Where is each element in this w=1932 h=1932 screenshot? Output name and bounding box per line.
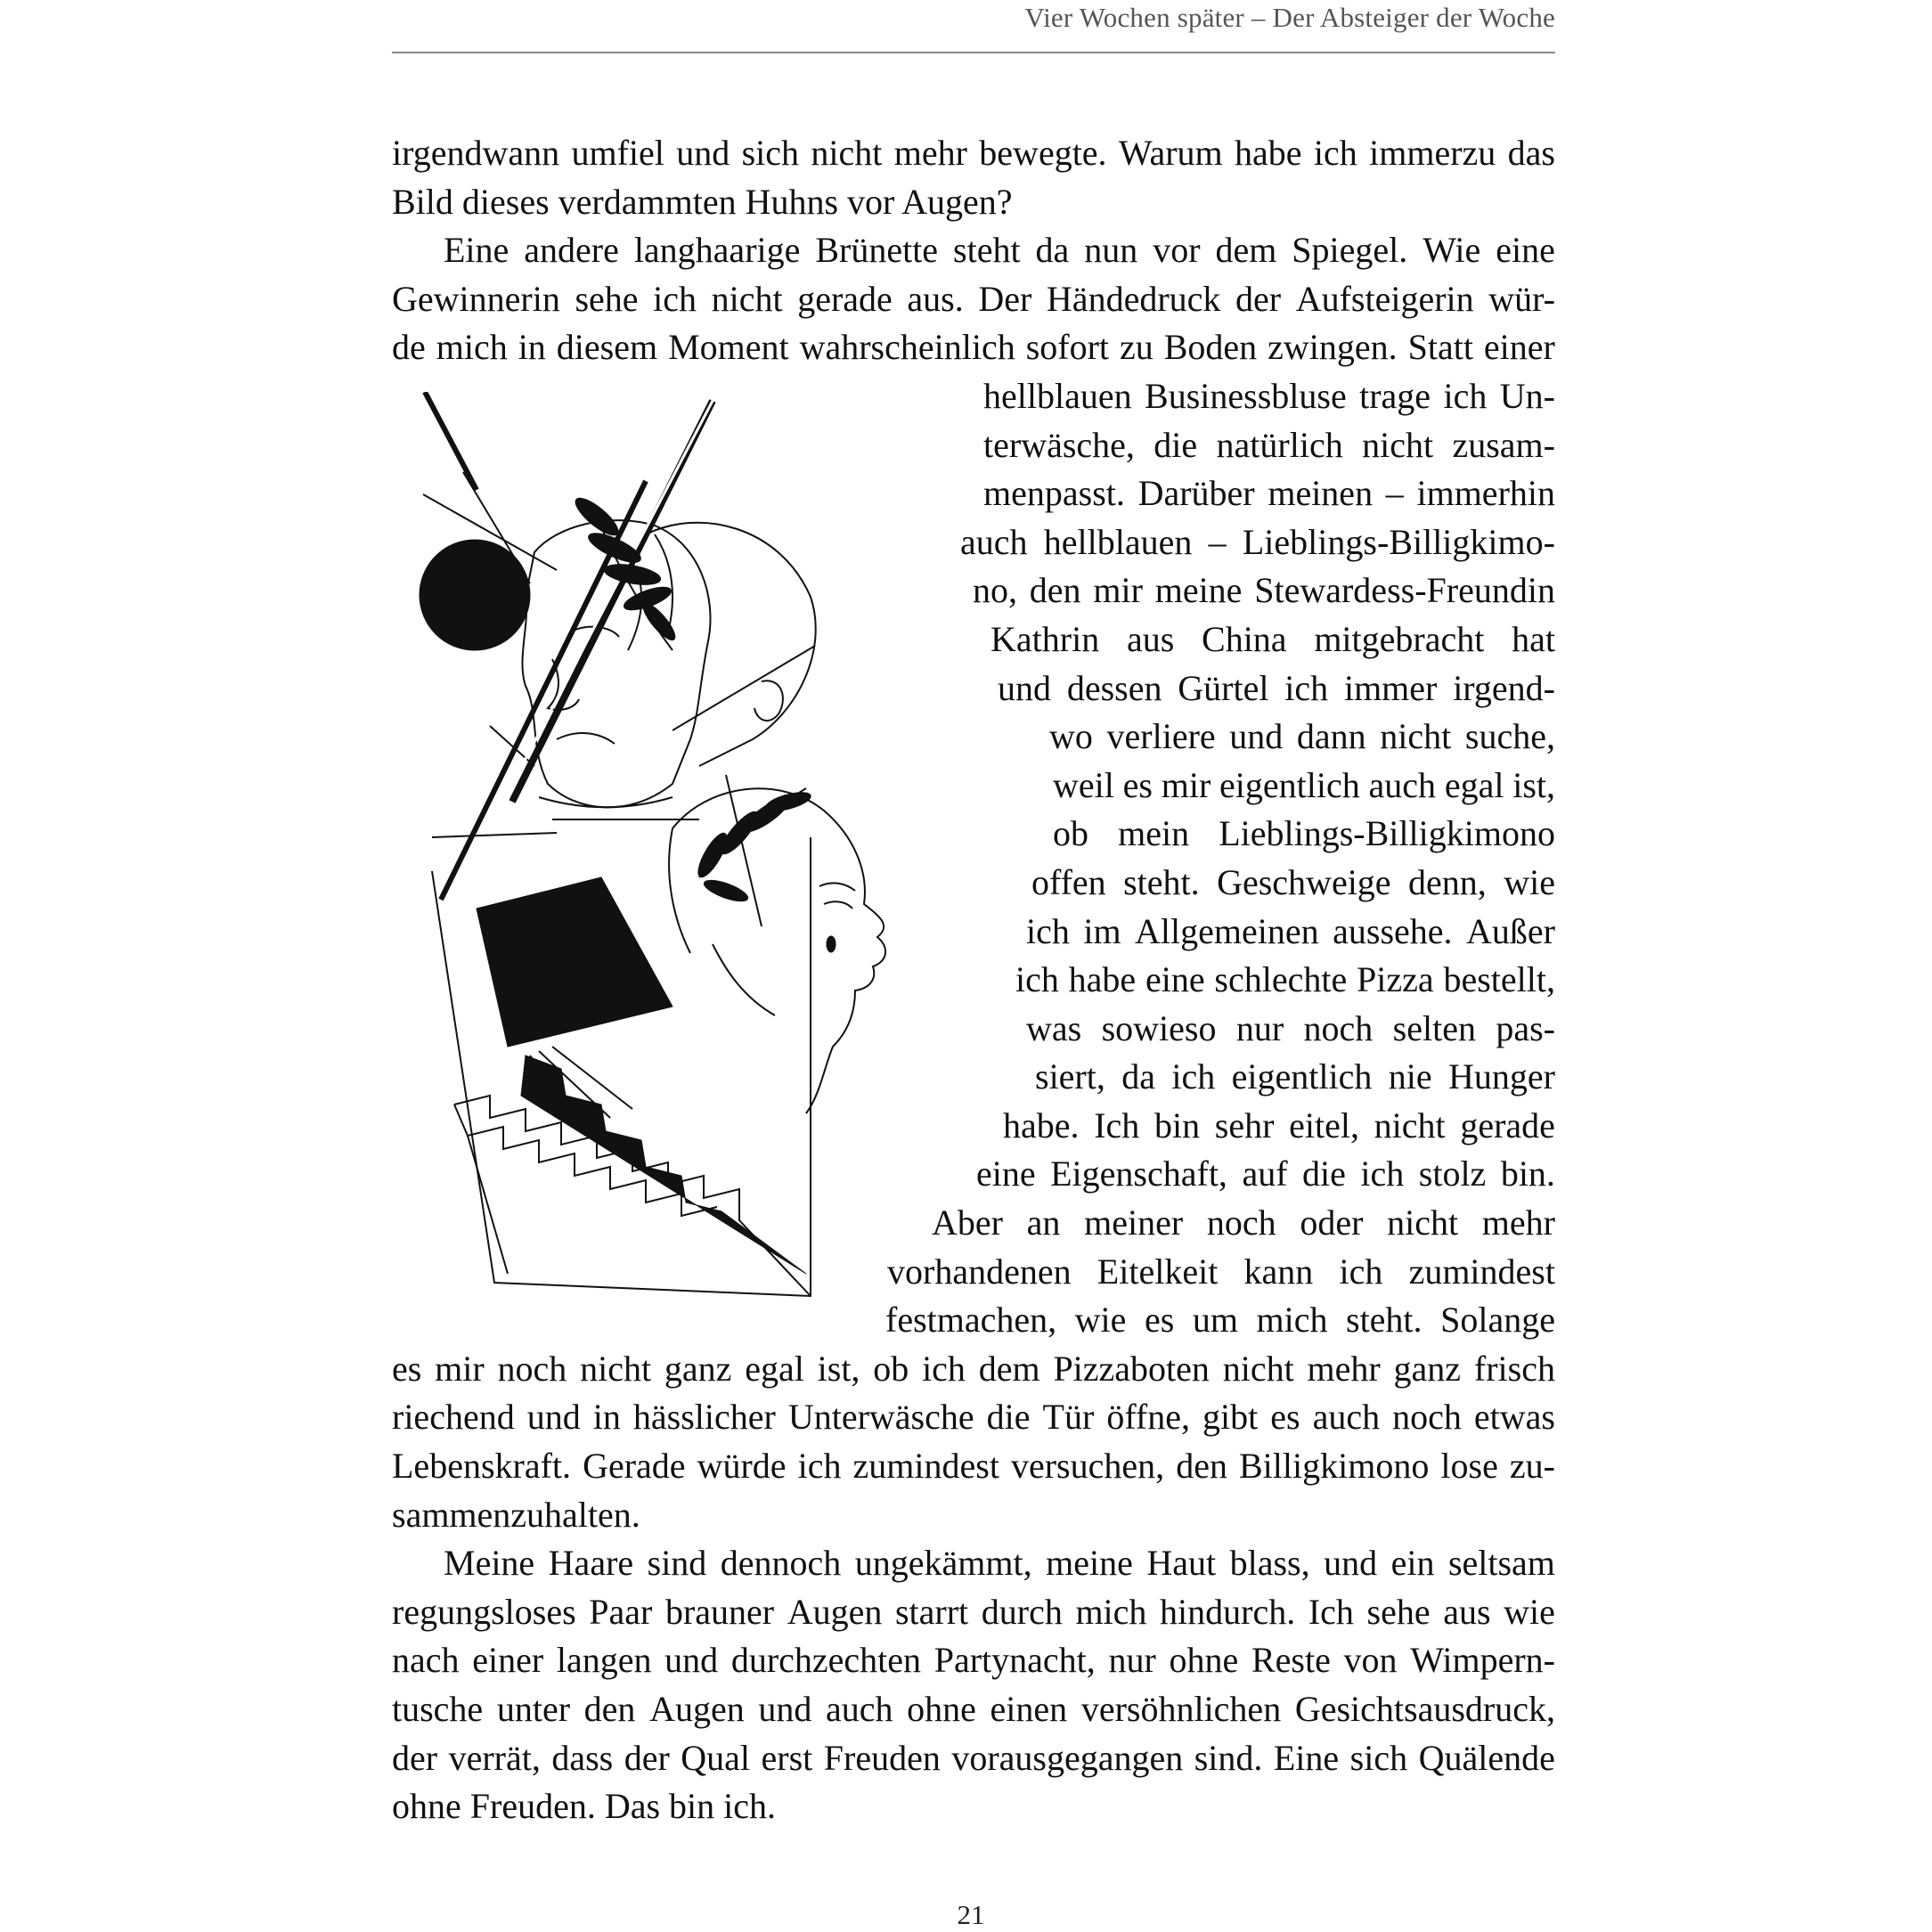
word: mehr bbox=[1307, 1348, 1381, 1389]
word: blass, bbox=[1229, 1543, 1310, 1584]
word: ist, bbox=[817, 1348, 860, 1389]
word: dem bbox=[978, 1348, 1040, 1389]
word: Boden bbox=[1163, 327, 1258, 368]
word: vorhandenen bbox=[887, 1251, 1072, 1292]
word: nur bbox=[1235, 1007, 1284, 1048]
word: steht bbox=[953, 230, 1021, 271]
word: nicht bbox=[1222, 1348, 1294, 1389]
word: Augen bbox=[787, 1591, 883, 1632]
word: die bbox=[1153, 424, 1198, 465]
word: der bbox=[1235, 278, 1282, 319]
word: steht. bbox=[1123, 861, 1200, 902]
text-line bbox=[392, 1248, 1555, 1297]
running-header-title: Vier Wochen später – Der Absteiger der Woche bbox=[1024, 2, 1555, 33]
word: in bbox=[592, 1397, 621, 1438]
word: nicht bbox=[580, 1348, 652, 1389]
text-line bbox=[392, 762, 1555, 811]
word: Statt bbox=[1407, 327, 1473, 368]
line-text: Bild dieses verdammten Huhns vor Augen? bbox=[392, 181, 1013, 222]
line-text: ohne Freuden. Das bin ich. bbox=[392, 1786, 777, 1827]
word: sich bbox=[1349, 1737, 1408, 1778]
word: Aber bbox=[932, 1202, 1003, 1243]
word: und bbox=[1229, 716, 1284, 757]
word: dann bbox=[1296, 716, 1366, 757]
word: Ich bbox=[1308, 1591, 1354, 1632]
word: würde bbox=[697, 1446, 787, 1487]
word: noch bbox=[1392, 1397, 1462, 1438]
word: bewegte. bbox=[979, 133, 1107, 173]
word: dennoch bbox=[720, 1543, 842, 1584]
word: Ich bbox=[1094, 1105, 1140, 1145]
word: immer bbox=[1343, 667, 1438, 708]
word: frisch bbox=[1473, 1348, 1555, 1389]
word: ganz bbox=[664, 1348, 732, 1389]
text-line bbox=[392, 664, 1555, 713]
word: versuchen, bbox=[1010, 1446, 1165, 1487]
text-line bbox=[392, 1005, 1555, 1054]
word: de bbox=[392, 327, 426, 368]
word: ungekämmt, bbox=[854, 1543, 1032, 1584]
word: bin bbox=[1153, 1105, 1201, 1145]
word: öffne, bbox=[1106, 1397, 1190, 1438]
word: dem bbox=[1215, 230, 1277, 271]
word: hellblauen bbox=[1043, 521, 1193, 562]
text-line bbox=[392, 518, 1555, 567]
word: habe bbox=[1068, 959, 1137, 1000]
word: mich bbox=[1256, 1300, 1328, 1341]
word: no, bbox=[973, 570, 1017, 611]
word: der bbox=[624, 1737, 670, 1778]
word: es bbox=[1270, 1397, 1300, 1438]
word: meiner bbox=[1084, 1202, 1184, 1243]
word: Solange bbox=[1440, 1300, 1555, 1341]
word: meinen bbox=[1268, 473, 1374, 514]
word: nur bbox=[1108, 1640, 1156, 1681]
word: Pizza bbox=[1357, 959, 1434, 1000]
word: unter bbox=[496, 1689, 571, 1729]
word: Quälende bbox=[1418, 1737, 1555, 1778]
word: eine bbox=[1145, 959, 1205, 1000]
text-line bbox=[392, 859, 1555, 908]
text-line bbox=[392, 1199, 1555, 1248]
word: es bbox=[1144, 1300, 1175, 1341]
word: Gewinnerin bbox=[392, 278, 560, 319]
word: auch bbox=[1312, 1397, 1381, 1438]
text-line bbox=[392, 1491, 1555, 1540]
word: wo bbox=[1049, 716, 1093, 757]
text-line bbox=[392, 1053, 1555, 1102]
word: eine bbox=[976, 1153, 1036, 1194]
word: suche, bbox=[1464, 716, 1555, 757]
word: den bbox=[1029, 570, 1081, 611]
word: hässlicher bbox=[632, 1397, 776, 1438]
word: Billigkimono bbox=[1239, 1446, 1430, 1487]
word: nicht bbox=[811, 133, 883, 173]
header-rule bbox=[392, 52, 1555, 53]
word: dessen bbox=[1066, 667, 1162, 708]
word: wie bbox=[1074, 1300, 1127, 1341]
word: gibt bbox=[1202, 1397, 1259, 1438]
word: hindurch. bbox=[1160, 1591, 1296, 1632]
word: den bbox=[1176, 1446, 1227, 1487]
word: gerade bbox=[797, 278, 893, 319]
word: erst bbox=[761, 1737, 813, 1778]
word: Freuden bbox=[823, 1737, 941, 1778]
word: sowieso bbox=[1101, 1007, 1217, 1048]
word: aussehe. bbox=[1333, 910, 1453, 951]
word: eigentlich bbox=[1231, 1056, 1373, 1097]
word: zu bbox=[1119, 327, 1153, 368]
word: aus bbox=[1126, 618, 1175, 659]
word: menpasst. bbox=[983, 473, 1125, 514]
word: auch bbox=[960, 521, 1028, 562]
word: China bbox=[1202, 618, 1287, 659]
word: umfiel bbox=[571, 133, 664, 173]
word: im bbox=[1083, 910, 1121, 951]
word: langhaarige bbox=[633, 230, 801, 271]
word: trage bbox=[1359, 375, 1431, 416]
word: Gürtel bbox=[1178, 667, 1269, 708]
word: Lieblings-Billigkimo- bbox=[1242, 521, 1555, 562]
page-number: 21 bbox=[957, 1899, 985, 1930]
text-line bbox=[392, 178, 1555, 227]
word: Brünette bbox=[815, 230, 939, 271]
word: habe. bbox=[1003, 1105, 1080, 1145]
text-line bbox=[392, 372, 1555, 421]
word: durchzechten bbox=[730, 1640, 922, 1681]
word: ich bbox=[1360, 1153, 1405, 1194]
word: Der bbox=[978, 278, 1032, 319]
text-line bbox=[392, 956, 1555, 1005]
word: ich bbox=[653, 278, 697, 319]
word: einen bbox=[990, 1689, 1068, 1729]
word: zumindest bbox=[852, 1446, 999, 1487]
word: Warum bbox=[1118, 133, 1223, 173]
word: Allgemeinen bbox=[1135, 910, 1319, 951]
word: weil bbox=[1053, 764, 1114, 805]
word: ich bbox=[1313, 133, 1357, 173]
text-line bbox=[392, 469, 1555, 518]
text-line bbox=[392, 1539, 1555, 1588]
word: Händedruck bbox=[1046, 278, 1221, 319]
word: denn, bbox=[1408, 861, 1487, 902]
word: Wimpern- bbox=[1410, 1640, 1555, 1681]
word: Darüber bbox=[1137, 473, 1255, 514]
word: Eitelkeit bbox=[1096, 1251, 1219, 1292]
text-line bbox=[392, 1345, 1555, 1394]
word: regungsloses bbox=[392, 1591, 576, 1632]
word: Qual bbox=[681, 1737, 751, 1778]
word: an bbox=[1026, 1202, 1061, 1243]
word: mir bbox=[1161, 764, 1211, 805]
word: die bbox=[986, 1397, 1031, 1438]
word: mein bbox=[1118, 813, 1190, 854]
word: Tür bbox=[1042, 1397, 1095, 1438]
word: einer bbox=[472, 1640, 544, 1681]
word: Businessbluse bbox=[1145, 375, 1347, 416]
word: habe bbox=[1235, 133, 1302, 173]
word: durch bbox=[981, 1591, 1063, 1632]
word: Reste bbox=[1251, 1640, 1331, 1681]
word: zusam- bbox=[1452, 424, 1555, 465]
word: noch bbox=[497, 1348, 567, 1389]
word: zumindest bbox=[1408, 1251, 1555, 1292]
text-line bbox=[392, 567, 1555, 615]
word: sich bbox=[741, 133, 800, 173]
word: brauner bbox=[664, 1591, 775, 1632]
word: ich bbox=[1026, 910, 1070, 951]
word: steht. bbox=[1346, 1300, 1423, 1341]
word: selten bbox=[1392, 1007, 1476, 1048]
word: Unterwäsche bbox=[787, 1397, 974, 1438]
word: vor bbox=[1153, 230, 1201, 271]
word: sehe bbox=[1366, 1591, 1431, 1632]
word: was bbox=[1026, 1007, 1082, 1048]
text-line bbox=[392, 1442, 1555, 1491]
word: eine bbox=[1496, 230, 1555, 271]
word: verliere bbox=[1106, 716, 1216, 757]
word: natürlich bbox=[1216, 424, 1343, 465]
word: in bbox=[518, 327, 546, 368]
word: Eigenschaft, bbox=[1050, 1153, 1227, 1194]
word: da bbox=[1121, 1056, 1156, 1097]
word: mir bbox=[1093, 570, 1143, 611]
word: irgendwann bbox=[392, 133, 560, 173]
text-line bbox=[392, 1734, 1555, 1783]
word: ich bbox=[1339, 1251, 1383, 1292]
word: nicht bbox=[1374, 1105, 1446, 1145]
word: nicht bbox=[1362, 424, 1434, 465]
word: die bbox=[1302, 1153, 1346, 1194]
word: seltsam bbox=[1447, 1543, 1555, 1584]
text-line bbox=[392, 908, 1555, 957]
word: – bbox=[1208, 521, 1227, 562]
body-text bbox=[392, 129, 1555, 1831]
word: wür- bbox=[1488, 278, 1555, 319]
word: es bbox=[1122, 764, 1153, 805]
word: verrät, bbox=[448, 1737, 541, 1778]
text-line bbox=[392, 615, 1555, 664]
word: meine bbox=[1046, 1543, 1133, 1584]
text-line bbox=[392, 275, 1555, 324]
word: ich bbox=[797, 1446, 842, 1487]
word: Haare bbox=[548, 1543, 634, 1584]
word: ob bbox=[1053, 813, 1088, 854]
word: Augen bbox=[649, 1689, 745, 1729]
word: terwäsche, bbox=[983, 424, 1135, 465]
word: Moment bbox=[668, 327, 789, 368]
word: und bbox=[676, 133, 730, 173]
word: sind. bbox=[1194, 1737, 1263, 1778]
word: ganz bbox=[1393, 1348, 1462, 1389]
word: schlechte bbox=[1214, 959, 1348, 1000]
word: nie bbox=[1388, 1056, 1432, 1097]
word: mich bbox=[1075, 1591, 1147, 1632]
word: hellblauen bbox=[983, 375, 1132, 416]
word: noch bbox=[1206, 1202, 1276, 1243]
word: auf bbox=[1242, 1153, 1288, 1194]
word: ohne bbox=[1169, 1640, 1239, 1681]
word: Meine bbox=[444, 1543, 535, 1584]
word: riechend bbox=[392, 1397, 515, 1438]
word: auch bbox=[1368, 764, 1437, 805]
text-line bbox=[392, 1102, 1555, 1151]
word: sehe bbox=[575, 278, 639, 319]
text-line bbox=[392, 1588, 1555, 1637]
word: und bbox=[758, 1689, 812, 1729]
word: bestellt, bbox=[1443, 959, 1555, 1000]
word: Lieblings-Billigkimono bbox=[1219, 813, 1555, 854]
word: Aufsteigerin bbox=[1295, 278, 1474, 319]
word: nicht bbox=[1387, 1202, 1459, 1243]
word: Gesichtsausdruck, bbox=[1294, 1689, 1555, 1729]
word: tusche bbox=[392, 1689, 484, 1729]
word: ob bbox=[873, 1348, 909, 1389]
text-line bbox=[392, 810, 1555, 859]
word: mehr bbox=[893, 133, 967, 173]
word: nicht bbox=[1380, 716, 1452, 757]
word: und bbox=[998, 667, 1051, 708]
word: wie bbox=[1504, 861, 1555, 902]
word: sind bbox=[647, 1543, 707, 1584]
word: meine bbox=[1154, 570, 1243, 611]
word: nicht bbox=[711, 278, 783, 319]
word: stolz bbox=[1418, 1153, 1487, 1194]
word: Eine bbox=[1273, 1737, 1340, 1778]
word: von bbox=[1343, 1640, 1398, 1681]
word: nun bbox=[1084, 230, 1138, 271]
word: ist, bbox=[1512, 764, 1555, 805]
word: eitel, bbox=[1289, 1105, 1359, 1145]
word: Haut bbox=[1146, 1543, 1217, 1584]
word: den bbox=[583, 1689, 636, 1729]
word: bin. bbox=[1500, 1153, 1555, 1194]
word: kann bbox=[1243, 1251, 1314, 1292]
word: hat bbox=[1512, 618, 1555, 659]
word: noch bbox=[1303, 1007, 1374, 1048]
word: Lebenskraft. bbox=[392, 1446, 572, 1487]
word: immerhin bbox=[1416, 473, 1555, 514]
word: ich bbox=[1284, 667, 1329, 708]
word: aus bbox=[1443, 1591, 1491, 1632]
word: Außer bbox=[1466, 910, 1555, 951]
word: ich bbox=[1015, 959, 1059, 1000]
word: das bbox=[1507, 133, 1555, 173]
word: ich bbox=[1443, 375, 1488, 416]
text-line bbox=[392, 323, 1555, 372]
word: offen bbox=[1031, 861, 1106, 902]
word: immerzu bbox=[1369, 133, 1496, 173]
word: wie bbox=[1504, 1591, 1555, 1632]
word: egal bbox=[1444, 764, 1504, 805]
word: gerade bbox=[1460, 1105, 1555, 1145]
word: diesem bbox=[556, 327, 658, 368]
word: pas- bbox=[1496, 1007, 1555, 1048]
word: vorausgegangen bbox=[951, 1737, 1184, 1778]
word: eigentlich bbox=[1219, 764, 1360, 805]
word: mich bbox=[436, 327, 508, 368]
word: Wie bbox=[1423, 230, 1481, 271]
word: auch bbox=[825, 1689, 893, 1729]
word: Geschweige bbox=[1217, 861, 1391, 902]
word: ohne bbox=[907, 1689, 976, 1729]
text-line bbox=[392, 129, 1555, 178]
word: Hunger bbox=[1447, 1056, 1555, 1097]
word: andere bbox=[524, 230, 619, 271]
word: Un- bbox=[1499, 375, 1555, 416]
word: lose bbox=[1440, 1446, 1498, 1487]
word: Paar bbox=[589, 1591, 653, 1632]
word: irgend- bbox=[1453, 667, 1555, 708]
text-line bbox=[392, 1393, 1555, 1442]
word: ich bbox=[1171, 1056, 1216, 1097]
word: Partynacht, bbox=[933, 1640, 1096, 1681]
word: Gerade bbox=[583, 1446, 686, 1487]
line-text: sammenzuhalten. bbox=[392, 1494, 640, 1535]
word: wahrscheinlich bbox=[799, 327, 1015, 368]
text-line bbox=[392, 1782, 1555, 1831]
word: versöhnlichen bbox=[1080, 1689, 1282, 1729]
word: mehr bbox=[1481, 1202, 1555, 1243]
word: oder bbox=[1300, 1202, 1364, 1243]
word: ein bbox=[1390, 1543, 1435, 1584]
text-line bbox=[392, 421, 1555, 470]
word: Kathrin bbox=[990, 618, 1100, 659]
word: da bbox=[1035, 230, 1070, 271]
text-line bbox=[392, 713, 1555, 762]
text-line bbox=[392, 1636, 1555, 1685]
word: zu- bbox=[1509, 1446, 1555, 1487]
word: nach bbox=[392, 1640, 460, 1681]
word: langen bbox=[556, 1640, 652, 1681]
word: aus. bbox=[907, 278, 964, 319]
text-line bbox=[392, 1685, 1555, 1734]
word: Stewardess-Freundin bbox=[1254, 570, 1555, 611]
word: einer bbox=[1483, 327, 1555, 368]
word: und bbox=[664, 1640, 719, 1681]
word: – bbox=[1385, 473, 1404, 514]
word: Spiegel. bbox=[1292, 230, 1408, 271]
word: egal bbox=[745, 1348, 804, 1389]
word: starrt bbox=[894, 1591, 969, 1632]
word: und bbox=[1324, 1543, 1378, 1584]
word: mir bbox=[435, 1348, 485, 1389]
word: um bbox=[1192, 1300, 1238, 1341]
word: dass bbox=[551, 1737, 614, 1778]
text-line bbox=[392, 1296, 1555, 1345]
word: mitgebracht bbox=[1314, 618, 1485, 659]
word: der bbox=[392, 1737, 438, 1778]
word: sehr bbox=[1214, 1105, 1275, 1145]
text-line bbox=[392, 226, 1555, 275]
word: es bbox=[392, 1348, 422, 1389]
word: sofort bbox=[1025, 327, 1110, 368]
word: und bbox=[526, 1397, 581, 1438]
word: zwingen. bbox=[1268, 327, 1398, 368]
word: Pizzaboten bbox=[1053, 1348, 1210, 1389]
word: ich bbox=[922, 1348, 966, 1389]
word: Eine bbox=[444, 230, 509, 271]
word: siert, bbox=[1035, 1056, 1105, 1097]
word: festmachen, bbox=[885, 1300, 1057, 1341]
text-line bbox=[392, 1150, 1555, 1199]
word: etwas bbox=[1473, 1397, 1555, 1438]
